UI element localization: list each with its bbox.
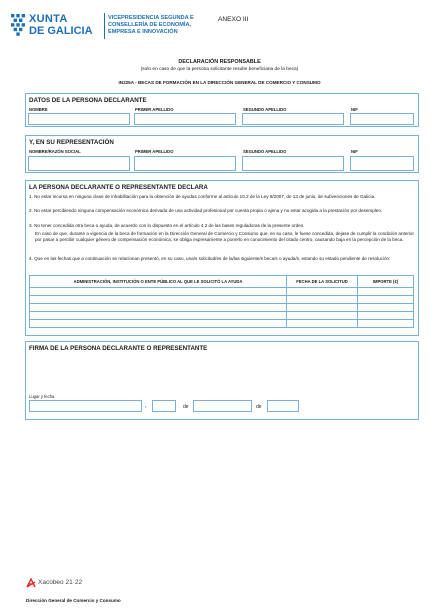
col-request-date: FECHA DE LA SOLICITUD — [287, 276, 358, 288]
administration-cell[interactable] — [30, 320, 287, 328]
amount-cell[interactable] — [358, 288, 414, 296]
declarant-surname2-field[interactable] — [242, 113, 344, 125]
representative-nif-field[interactable] — [350, 156, 414, 171]
representative-section-title: Y, EN SU REPRESENTACIÓN — [29, 139, 114, 146]
signature-section-title: FIRMA DE LA PERSONA DECLARANTE O REPRESENTANTE — [29, 345, 208, 352]
date-cell[interactable] — [287, 304, 358, 312]
declaration-section — [25, 180, 419, 336]
administration-cell[interactable] — [30, 296, 287, 304]
amount-cell[interactable] — [358, 312, 414, 320]
declarant-surname1-label: PRIMER APELLIDO — [135, 107, 174, 112]
date-cell[interactable] — [287, 320, 358, 328]
declarant-name-field[interactable] — [28, 113, 130, 125]
year-field[interactable] — [267, 400, 299, 412]
table-row — [30, 304, 414, 312]
representative-name-label: NOMBRE/RAZÓN SOCIAL — [29, 149, 81, 154]
date-cell[interactable] — [287, 296, 358, 304]
footer-organization: Dirección General de Comercio y Consumo — [26, 598, 121, 603]
day-field[interactable] — [152, 400, 176, 412]
representative-name-field[interactable] — [28, 156, 130, 171]
declarant-nif-label: NIF — [351, 107, 358, 112]
logo-divider — [104, 13, 105, 39]
de-separator-1: de — [183, 404, 189, 410]
dept-line-1: VICEPRESIDENCIA SEGUNDA E — [108, 15, 194, 21]
table-row — [30, 320, 414, 328]
department-name — [108, 15, 194, 36]
xunta-logo — [11, 12, 101, 40]
document-subtitle: (solo en caso de que la persona solicitante resulte beneficiaria de la beca) — [140, 67, 299, 72]
representative-nif-label: NIF — [351, 149, 358, 154]
representative-section — [25, 135, 419, 173]
representative-surname2-field[interactable] — [242, 156, 344, 171]
xacobeo-text: Xacobeo 21·22 — [38, 579, 83, 586]
declaration-item-4: 4. Que en las fechas que a continuación se relacionan presentó, en su caso, una/s solicitud/es de la/las siguiente/s beca/s o ayuda/s, estando su estado pendiente de resolución: — [29, 256, 391, 261]
representative-surname1-label: PRIMER APELLIDO — [135, 149, 174, 154]
place-field[interactable] — [29, 400, 142, 412]
annex-label: ANEXO III — [218, 16, 249, 23]
comma-separator: , — [145, 403, 147, 409]
declaration-item-3-note: En caso de que, durante a vigencia de la beca de formación en la Dirección General de Comercio y Consumo que, en su caso, le fuese concedida, dejase de cumplir la condición anterior por pasar a percibir cualquier género de compensación económica, se obliga expresamente a ponerlo en conocimiento del citado centro, causando baja en la percepción de la beca. — [35, 231, 414, 242]
table-row — [30, 288, 414, 296]
place-date-label: Lugar y fecha — [29, 394, 55, 399]
declaration-item-3: 3. No tener concedida otra beca o ayuda, de acuerdo con lo dispuesto en el artículo 4.2 de las bases reguladoras de la presente orden. — [29, 223, 305, 228]
logo-line-1: XUNTA — [29, 13, 68, 25]
declarant-section — [25, 93, 419, 127]
declaration-item-2: 2. No estar percibiendo ninguna compensación económica derivada de una actividad profesional por cuenta propia o ajena y no estar acogida a la prestación por desempleo. — [29, 208, 383, 213]
amount-cell[interactable] — [358, 320, 414, 328]
declarant-surname1-field[interactable] — [134, 113, 236, 125]
declaration-item-1: 1. No estar incursa en ninguna clase de inhabilitación para la obtención de ayudas conforme al artículo 10.2 de la Ley 9/2007, de 13 de junio, de subvenciones de Galicia. — [29, 194, 376, 199]
declarant-section-title: DATOS DE LA PERSONA DECLARANTE — [29, 97, 147, 104]
administration-cell[interactable] — [30, 304, 287, 312]
declaration-section-title: LA PERSONA DECLARANTE O REPRESENTANTE DECLARA — [29, 184, 208, 191]
representative-surname1-field[interactable] — [134, 156, 236, 171]
dept-line-3: EMPRESA E INNOVACIÓN — [108, 29, 178, 35]
logo-line-2: DE GALICIA — [29, 25, 93, 37]
dept-line-2: CONSELLERÍA DE ECONOMÍA, — [108, 22, 192, 28]
table-row — [30, 312, 414, 320]
xunta-emblem-icon — [11, 14, 25, 36]
month-field[interactable] — [193, 400, 252, 412]
declarant-surname2-label: SEGUNDO APELLIDO — [243, 107, 287, 112]
declarant-name-label: NOMBRE — [29, 107, 48, 112]
date-cell[interactable] — [287, 288, 358, 296]
de-separator-2: de — [256, 404, 262, 410]
amount-cell[interactable] — [358, 304, 414, 312]
aid-table-header — [30, 276, 414, 288]
aid-requests-table — [29, 275, 414, 328]
administration-cell[interactable] — [30, 288, 287, 296]
table-row — [30, 296, 414, 304]
document-title: DECLARACIÓN RESPONSABLE — [178, 59, 261, 65]
col-amount: IMPORTE (€) — [358, 276, 414, 288]
xacobeo-shell-icon — [26, 578, 36, 588]
signature-section — [25, 341, 419, 420]
representative-surname2-label: SEGUNDO APELLIDO — [243, 149, 287, 154]
date-cell[interactable] — [287, 312, 358, 320]
procedure-code: IN225A - BECAS DE FORMACIÓN EN LA DIRECCIÓN GENERAL DE COMERCIO Y CONSUMO — [118, 80, 321, 85]
col-administration: ADMINISTRACIÓN, INSTITUCIÓN O ENTE PÚBLICO AL QUE LE SOLICITÓ LA AYUDA — [30, 276, 287, 288]
amount-cell[interactable] — [358, 296, 414, 304]
administration-cell[interactable] — [30, 312, 287, 320]
declarant-nif-field[interactable] — [350, 113, 414, 125]
